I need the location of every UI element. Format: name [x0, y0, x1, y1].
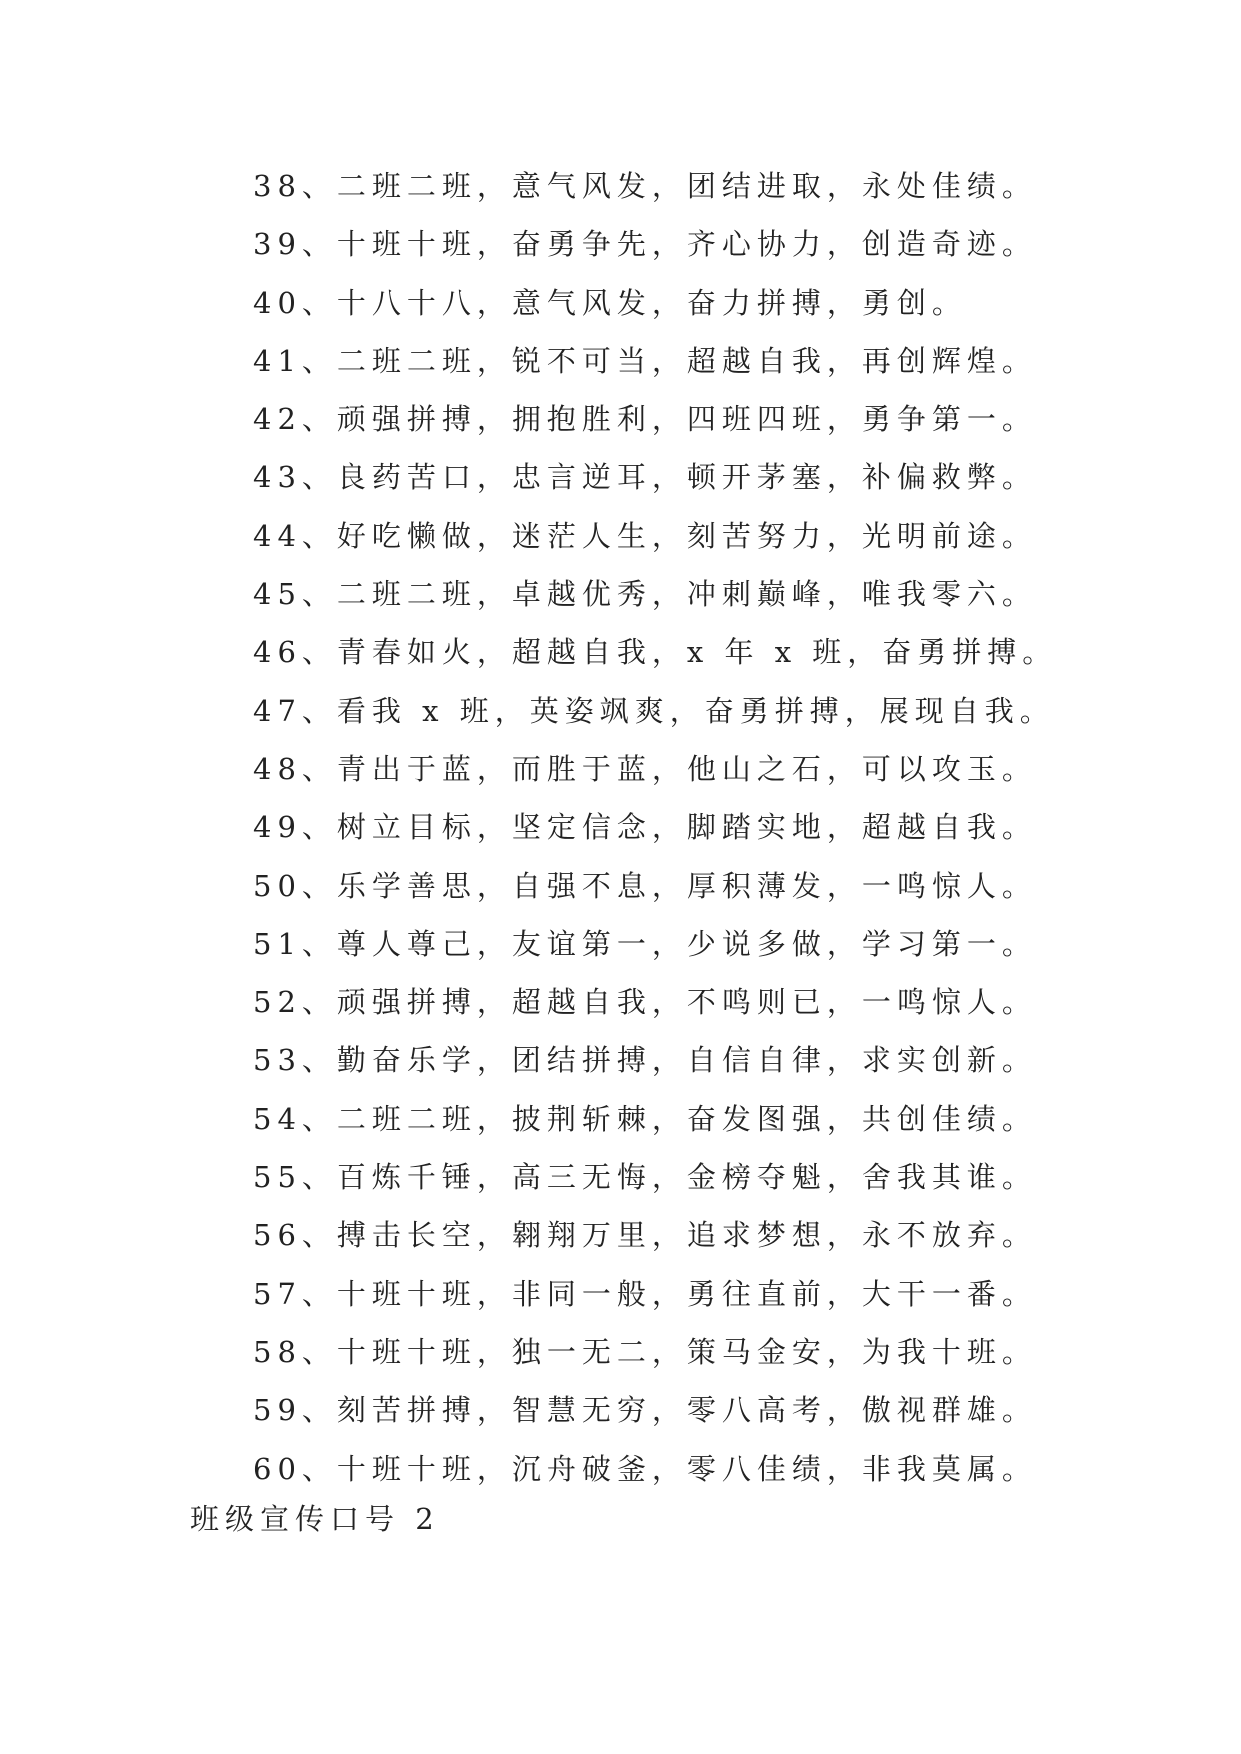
slogan-line: 51、尊人尊己，友谊第一，少说多做，学习第一。 — [253, 926, 1037, 961]
slogan-line: 58、十班十班，独一无二，策马金安，为我十班。 — [253, 1334, 1037, 1369]
slogan-line: 38、二班二班，意气风发，团结进取，永处佳绩。 — [253, 169, 1037, 203]
slogan-line: 52、顽强拼搏，超越自我，不鸣则已，一鸣惊人。 — [253, 985, 1037, 1020]
slogan-line: 55、百炼千锤，高三无悔，金榜夺魁，舍我其谁。 — [253, 1160, 1037, 1195]
slogan-line: 53、勤奋乐学，团结拼搏，自信自律，求实创新。 — [253, 1043, 1037, 1078]
section-heading: 班级宣传口号 2 — [190, 1502, 440, 1536]
slogan-line: 40、十八十八，意气风发，奋力拼搏，勇创。 — [253, 285, 967, 320]
slogan-list — [253, 157, 1057, 1498]
slogan-line: 49、树立目标，坚定信念，脚踏实地，超越自我。 — [253, 810, 1037, 845]
slogan-line: 46、青春如火，超越自我，x 年 x 班，奋勇拼搏。 — [253, 635, 1058, 670]
slogan-line: 60、十班十班，沉舟破釜，零八佳绩，非我莫属。 — [253, 1451, 1037, 1486]
slogan-line: 50、乐学善思，自强不息，厚积薄发，一鸣惊人。 — [253, 868, 1037, 903]
slogan-line: 47、看我 x 班，英姿飒爽，奋勇拼搏，展现自我。 — [253, 693, 1055, 728]
slogan-line: 45、二班二班，卓越优秀，冲刺巅峰，唯我零六。 — [253, 577, 1037, 612]
slogan-line: 54、二班二班，披荆斩棘，奋发图强，共创佳绩。 — [253, 1101, 1037, 1136]
slogan-line: 41、二班二班，锐不可当，超越自我，再创辉煌。 — [253, 343, 1037, 378]
slogan-line: 48、青出于蓝，而胜于蓝，他山之石，可以攻玉。 — [253, 751, 1037, 786]
slogan-line: 44、好吃懒做，迷茫人生，刻苦努力，光明前途。 — [253, 518, 1037, 553]
slogan-line: 56、搏击长空，翱翔万里，追求梦想，永不放弃。 — [253, 1218, 1037, 1253]
slogan-line: 59、刻苦拼搏，智慧无穷，零八高考，傲视群雄。 — [253, 1393, 1037, 1428]
slogan-line: 42、顽强拼搏，拥抱胜利，四班四班，勇争第一。 — [253, 402, 1037, 437]
slogan-line: 39、十班十班，奋勇争先，齐心协力，创造奇迹。 — [253, 227, 1037, 262]
slogan-line: 57、十班十班，非同一般，勇往直前，大干一番。 — [253, 1276, 1037, 1311]
slogan-line: 43、良药苦口，忠言逆耳，顿开茅塞，补偏救弊。 — [253, 460, 1037, 495]
